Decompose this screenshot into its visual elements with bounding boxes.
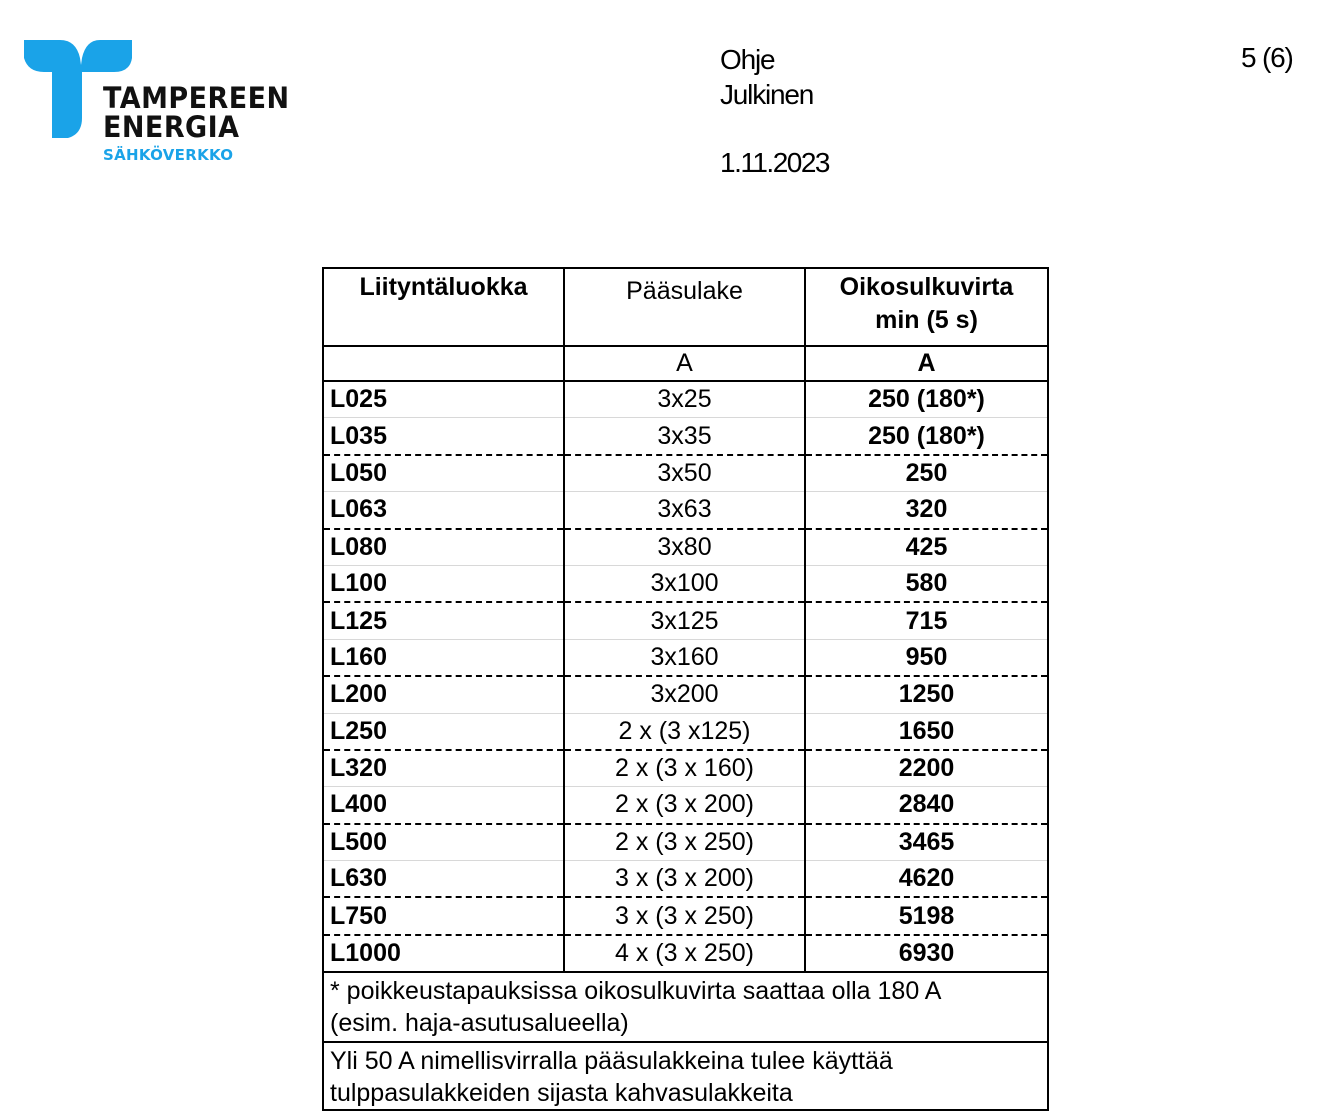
cell-isc: 2200 (805, 750, 1048, 787)
table-row (323, 897, 1048, 934)
cell-fuse: 3x100 (564, 565, 805, 602)
unit-class (323, 346, 564, 381)
cell-fuse: 2 x (3 x 200) (564, 787, 805, 824)
footnote-line1: * poikkeustapauksissa oikosulkuvirta saattaa olla 180 A (330, 977, 942, 1006)
cell-fuse: 3x50 (564, 455, 805, 492)
cell-isc: 250 (805, 455, 1048, 492)
cell-class: L630 (323, 861, 564, 898)
cell-isc: 1250 (805, 676, 1048, 713)
cell-isc: 250 (180*) (805, 381, 1048, 418)
table-footnote-row (323, 972, 1048, 1042)
header-isc (805, 268, 1048, 346)
header-class: Liityntäluokka (323, 268, 564, 346)
cell-fuse: 4 x (3 x 250) (564, 935, 805, 972)
cell-isc: 250 (180*) (805, 418, 1048, 455)
table-row (323, 676, 1048, 713)
cell-fuse: 3x63 (564, 492, 805, 529)
cell-fuse: 3 x (3 x 250) (564, 897, 805, 934)
cell-isc: 2840 (805, 787, 1048, 824)
cell-isc: 715 (805, 602, 1048, 639)
cell-fuse: 2 x (3 x 160) (564, 750, 805, 787)
table-row (323, 861, 1048, 898)
logo-text-line1: TAMPEREEN (103, 81, 290, 115)
table-units-row (323, 346, 1048, 381)
cell-fuse: 2 x (3 x 250) (564, 824, 805, 861)
table-row (323, 639, 1048, 676)
document-classification: Julkinen (720, 79, 814, 110)
table-row (323, 381, 1048, 418)
table-row (323, 455, 1048, 492)
remark-line1: Yli 50 A nimellisvirralla pääsulakkeina tulee käyttää (330, 1047, 893, 1076)
cell-class: L400 (323, 787, 564, 824)
table-row (323, 713, 1048, 750)
cell-fuse: 2 x (3 x125) (564, 713, 805, 750)
cell-fuse: 3x200 (564, 676, 805, 713)
cell-class: L050 (323, 455, 564, 492)
cell-fuse: 3 x (3 x 200) (564, 861, 805, 898)
table-row (323, 602, 1048, 639)
cell-isc: 6930 (805, 935, 1048, 972)
cell-fuse: 3x80 (564, 529, 805, 566)
document-type: Ohje (720, 44, 775, 75)
page-number: 5 (6) (1241, 42, 1293, 73)
header-isc-line2: min (5 s) (875, 306, 978, 334)
unit-fuse: A (564, 346, 805, 381)
footnote-cell (323, 972, 1048, 1042)
table-row (323, 750, 1048, 787)
table-row (323, 787, 1048, 824)
cell-fuse: 3x25 (564, 381, 805, 418)
cell-class: L080 (323, 529, 564, 566)
cell-isc: 5198 (805, 897, 1048, 934)
cell-isc: 3465 (805, 824, 1048, 861)
cell-class: L125 (323, 602, 564, 639)
cell-isc: 1650 (805, 713, 1048, 750)
cell-fuse: 3x160 (564, 639, 805, 676)
remark-line2: tulppasulakkeiden sijasta kahvasulakkeita (330, 1079, 793, 1108)
cell-class: L250 (323, 713, 564, 750)
cell-isc: 425 (805, 529, 1048, 566)
footnote-line2: (esim. haja-asutusalueella) (330, 1009, 629, 1038)
cell-fuse: 3x35 (564, 418, 805, 455)
table-remark-row (323, 1042, 1048, 1110)
cell-isc: 950 (805, 639, 1048, 676)
cell-class: L750 (323, 897, 564, 934)
table-row (323, 565, 1048, 602)
table-row (323, 935, 1048, 972)
cell-class: L063 (323, 492, 564, 529)
logo-text-line2: ENERGIA (103, 110, 240, 144)
cell-class: L100 (323, 565, 564, 602)
company-logo (24, 38, 294, 168)
cell-class: L500 (323, 824, 564, 861)
unit-isc: A (805, 346, 1048, 381)
header-fuse (564, 268, 805, 346)
connection-class-table (322, 267, 1049, 1111)
logo-text-line3: SÄHKÖVERKKO (103, 146, 234, 164)
cell-isc: 580 (805, 565, 1048, 602)
header-fuse-label: Pääsulake (626, 277, 743, 305)
table-row (323, 529, 1048, 566)
remark-cell (323, 1042, 1048, 1110)
cell-isc: 4620 (805, 861, 1048, 898)
table-header-row (323, 268, 1048, 346)
cell-isc: 320 (805, 492, 1048, 529)
cell-class: L320 (323, 750, 564, 787)
cell-class: L160 (323, 639, 564, 676)
cell-class: L035 (323, 418, 564, 455)
cell-fuse: 3x125 (564, 602, 805, 639)
table-row (323, 824, 1048, 861)
document-meta (720, 42, 813, 112)
cell-class: L200 (323, 676, 564, 713)
header-isc-line1: Oikosulkuvirta (839, 273, 1014, 301)
table-row (323, 492, 1048, 529)
document-date: 1.11.2023 (720, 147, 829, 178)
cell-class: L025 (323, 381, 564, 418)
table-row (323, 418, 1048, 455)
cell-class: L1000 (323, 935, 564, 972)
